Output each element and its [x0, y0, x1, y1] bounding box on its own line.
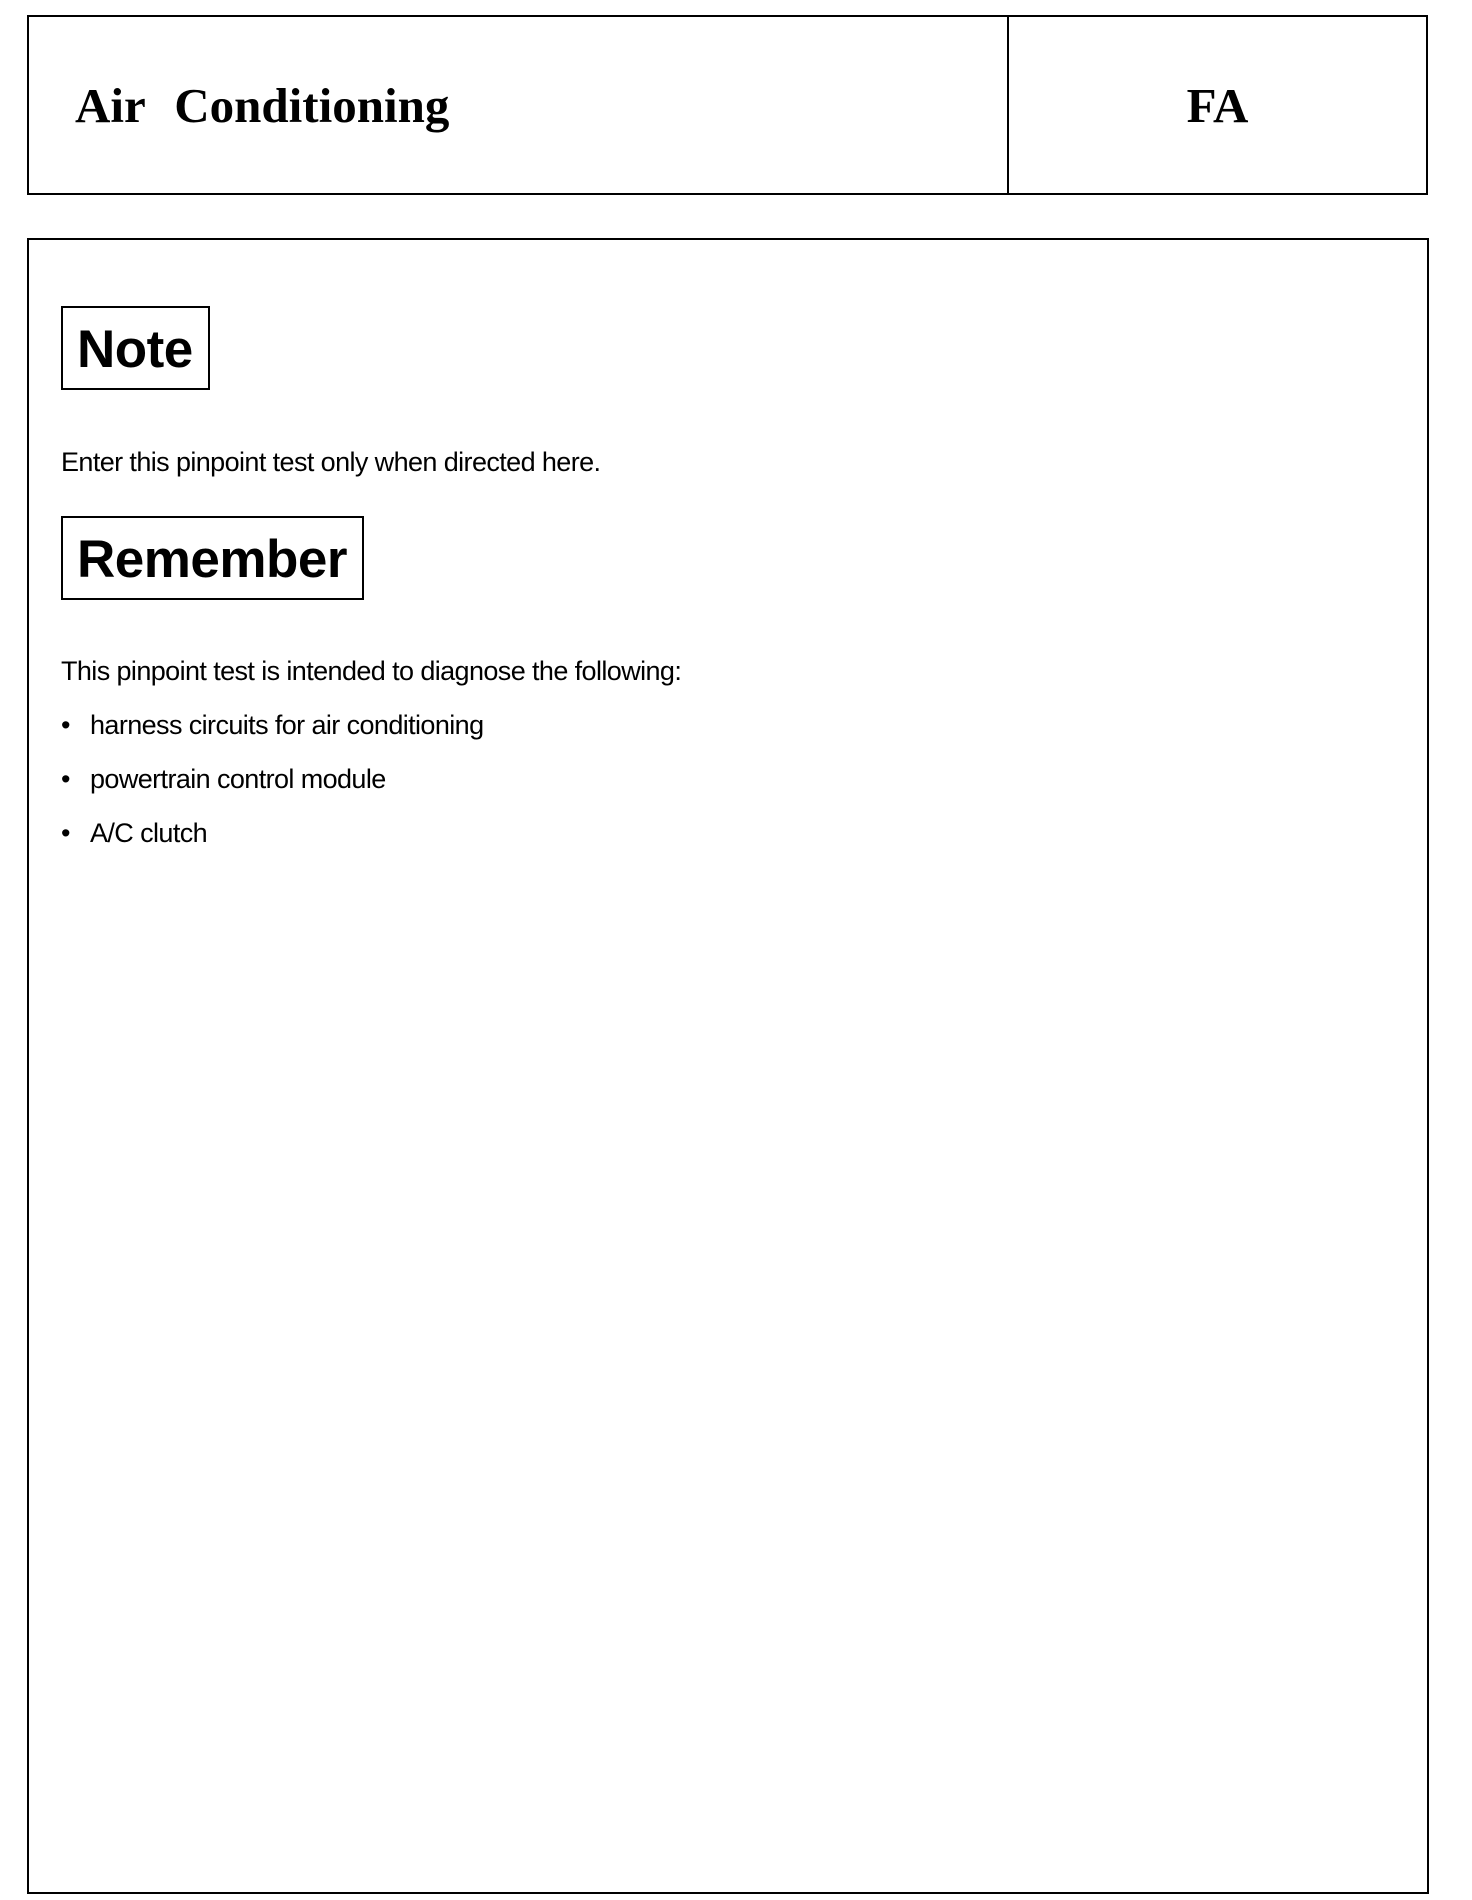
note-heading: Note: [61, 306, 210, 390]
list-item-text: powertrain control module: [90, 764, 386, 794]
list-item-text: A/C clutch: [90, 818, 208, 848]
remember-heading: Remember: [61, 516, 364, 600]
bullet-icon: •: [61, 818, 70, 848]
note-text: Enter this pinpoint test only when directed here.: [61, 447, 601, 477]
bullet-icon: •: [61, 710, 70, 740]
list-item-text: harness circuits for air conditioning: [90, 710, 484, 740]
page-header: [27, 15, 1428, 195]
bullet-icon: •: [61, 764, 70, 794]
diagnose-list: [61, 710, 484, 872]
list-item: [61, 710, 484, 764]
section-title: Air Conditioning: [29, 17, 1009, 193]
content-panel: [27, 238, 1429, 1894]
section-code: FA: [1186, 77, 1249, 133]
list-item: [61, 764, 484, 818]
remember-intro: This pinpoint test is intended to diagnose the following:: [61, 656, 682, 686]
list-item: [61, 818, 484, 872]
